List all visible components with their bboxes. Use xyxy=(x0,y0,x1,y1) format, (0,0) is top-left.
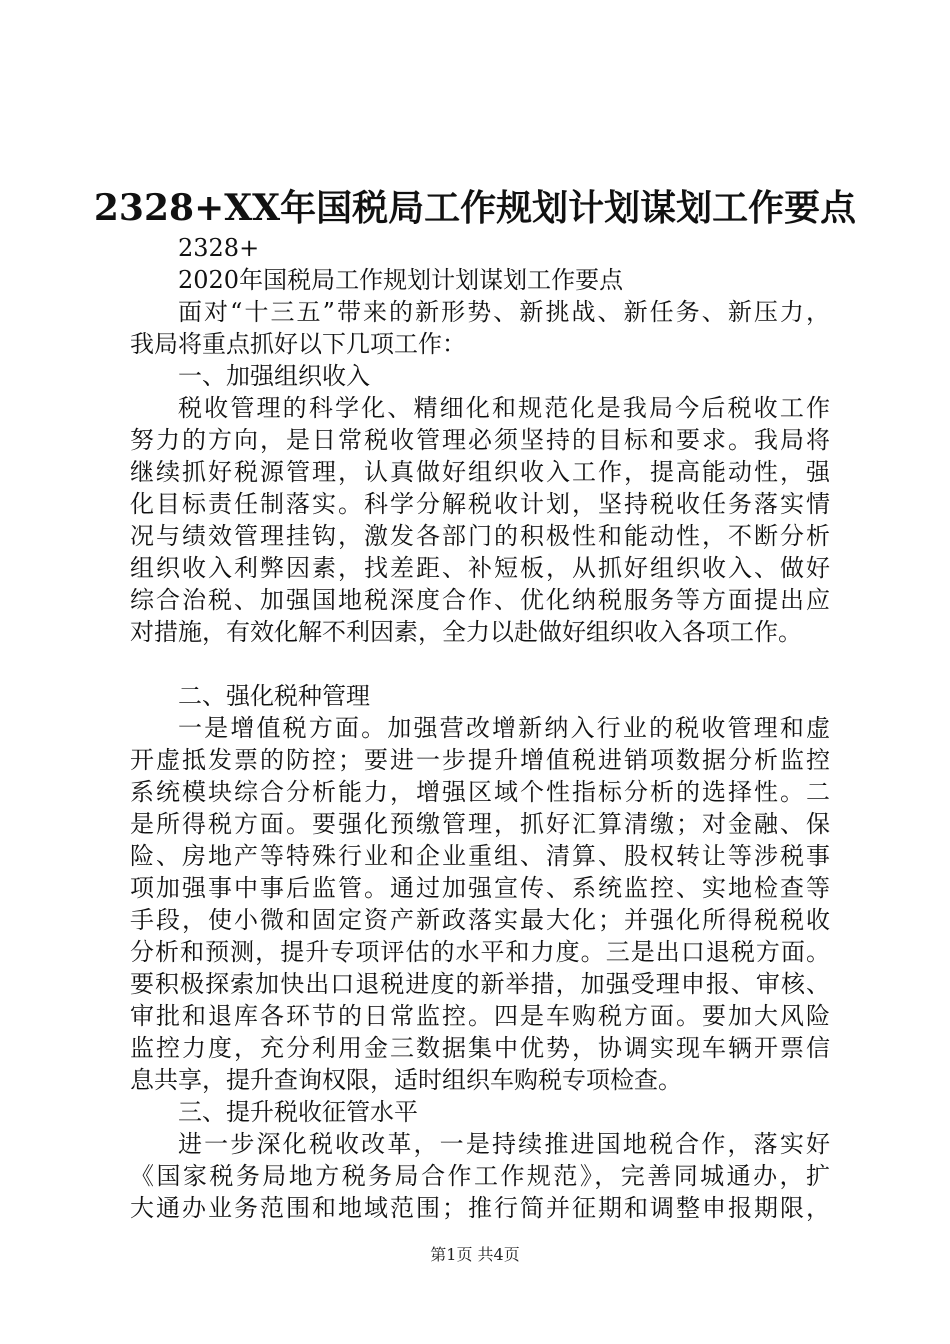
text-line: 手段，使小微和固定资产新政落实最大化；并强化所得税税收 xyxy=(130,906,830,934)
text-line: 2328+ xyxy=(178,234,260,262)
text-line: 努力的方向，是日常税收管理必须坚持的目标和要求。我局将 xyxy=(130,426,830,454)
document-body xyxy=(130,232,830,1224)
text-line: 《国家税务局地方税务局合作工作规范》，完善同城通办，扩 xyxy=(130,1162,830,1190)
text-line: 综合治税、加强国地税深度合作、优化纳税服务等方面提出应 xyxy=(130,586,830,614)
text-line: 一是增值税方面。加强营改增新纳入行业的税收管理和虚 xyxy=(178,714,830,742)
text-line: 税收管理的科学化、精细化和规范化是我局今后税收工作 xyxy=(178,394,830,422)
text-line: 一、加强组织收入 xyxy=(178,362,370,390)
text-line: 开虚抵发票的防控；要进一步提升增值税进销项数据分析监控 xyxy=(130,746,830,774)
text-line: 三、提升税收征管水平 xyxy=(178,1098,418,1126)
text-line: 监控力度，充分利用金三数据集中优势，协调实现车辆开票信 xyxy=(130,1034,830,1062)
text-line: 险、房地产等特殊行业和企业重组、清算、股权转让等涉税事 xyxy=(130,842,830,870)
text-line: 我局将重点抓好以下几项工作： xyxy=(130,330,466,358)
text-line: 化目标责任制落实。科学分解税收计划，坚持税收任务落实情 xyxy=(130,490,830,518)
text-line: 继续抓好税源管理，认真做好组织收入工作，提高能动性，强 xyxy=(130,458,830,486)
text-line: 面对“十三五”带来的新形势、新挑战、新任务、新压力， xyxy=(178,298,830,326)
text-line: 二、强化税种管理 xyxy=(178,682,370,710)
text-line: 对措施，有效化解不利因素，全力以赴做好组织收入各项工作。 xyxy=(130,618,802,646)
text-line: 审批和退库各环节的日常监控。四是车购税方面。要加大风险 xyxy=(130,1002,830,1030)
text-line: 2020年国税局工作规划计划谋划工作要点 xyxy=(178,266,624,294)
text-line: 组织收入利弊因素，找差距、补短板，从抓好组织收入、做好 xyxy=(130,554,830,582)
document-title: 2328+XX年国税局工作规划计划谋划工作要点 xyxy=(93,187,857,229)
blank-line xyxy=(130,648,830,680)
text-line: 息共享，提升查询权限，适时组织车购税专项检查。 xyxy=(130,1066,682,1094)
text-line: 是所得税方面。要强化预缴管理，抓好汇算清缴；对金融、保 xyxy=(130,810,830,838)
text-line: 况与绩效管理挂钩，激发各部门的积极性和能动性，不断分析 xyxy=(130,522,830,550)
page-footer: 第1页 共4页 xyxy=(430,1245,520,1264)
text-line: 进一步深化税收改革，一是持续推进国地税合作，落实好 xyxy=(178,1130,830,1158)
text-line: 大通办业务范围和地域范围；推行简并征期和调整申报期限， xyxy=(130,1194,830,1222)
text-line: 系统模块综合分析能力，增强区域个性指标分析的选择性。二 xyxy=(130,778,830,806)
text-line: 项加强事中事后监管。通过加强宣传、系统监控、实地检查等 xyxy=(130,874,830,902)
text-line: 要积极探索加快出口退税进度的新举措，加强受理申报、审核、 xyxy=(130,970,830,998)
text-line: 分析和预测，提升专项评估的水平和力度。三是出口退税方面。 xyxy=(130,938,830,966)
